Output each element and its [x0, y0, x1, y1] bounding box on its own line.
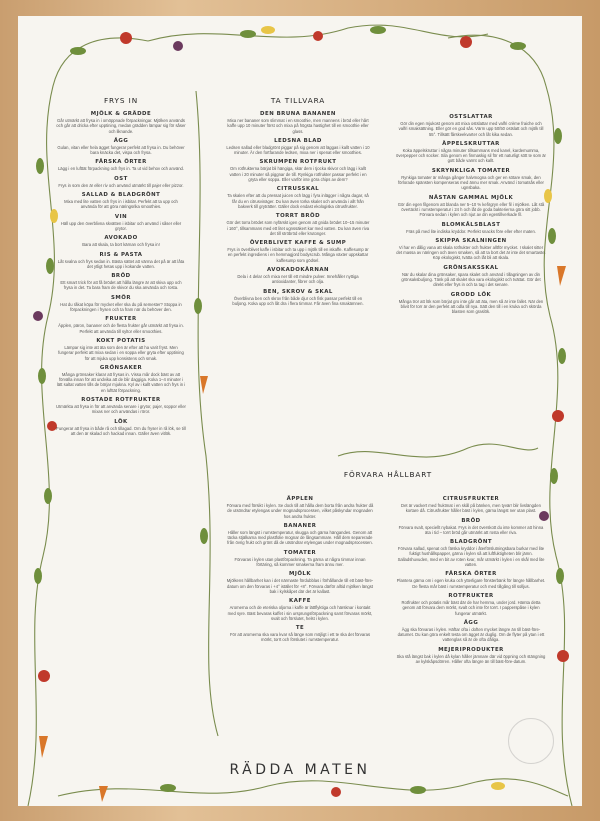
entry: [396, 292, 546, 315]
entry-heading: MJÖLK: [288, 571, 312, 578]
entry-heading: ÄPPLEN: [286, 496, 314, 502]
entry-text: För att aromerna ska vara kvar så länge som möjligt i ett te ska det förvaras mörkt, torrt och förslutet i rumstemperatur.: [229, 632, 371, 643]
entry-heading: LEDSNA BLAD: [274, 137, 322, 144]
entry-heading: AVOKADO: [104, 235, 138, 242]
entry: [396, 265, 546, 288]
entry-text: Överblivna ben och skrov från både djur och fisk passar perfekt till en buljong. Koka upp och låt dra i flera timmar. Får även fina smakämnen.: [232, 295, 364, 306]
entry-text: Gör din egen filgenom att blanda ner 5–10 % kefirgryn eller fil i mjölken. Låt stå övertäckt i rumstemperatur i 24 h och låt de goda bakterierna göra sitt jobb. Förvara sedan i kylen och njut av din egentillverkade fil.: [397, 201, 545, 218]
entry-text: Frys in som den är eller riv och använd utmärkt till pajer eller pizzor.: [58, 182, 184, 188]
entry-heading: CITRUSFRUKTER: [442, 496, 500, 502]
ta-tillvara-title: TA TILLVARA: [270, 96, 326, 105]
entry: [396, 238, 546, 261]
entry: [56, 111, 186, 134]
entry: [56, 159, 186, 171]
entry-heading: NÄSTAN GAMMAL MJÖLK: [428, 194, 514, 201]
entry: [396, 141, 546, 164]
entry-text: Utmärkta att frysa in för att använda senare i grytor, pajer, soppor eller mixas ner och användas i röror.: [56, 404, 186, 415]
entry-heading: BRÖD: [461, 517, 481, 524]
entry-heading: BLADGRÖNT: [449, 539, 493, 546]
entry-text: Fräs på med lite indiska kryddor. Perfekt snacks före eller efter maten.: [406, 228, 536, 234]
stamp-seal: [508, 718, 554, 764]
entry-heading: TOMATER: [283, 549, 317, 556]
entry: [226, 625, 374, 643]
entry-heading: ROTFRUKTER: [448, 592, 494, 599]
entry: [226, 159, 370, 182]
entry-text: Fungerar att frysa in både rå och tillagad. Om du fryser in rå lök, se till att den är skalad och hackad innan. Gäller även vitlök.: [56, 425, 186, 436]
entry-text: Många tror att lök som börjat gro inte går att äta, men så är inte fallet. När den blivit för torr är den perfekt att odla till nya. Sätt den till i en kruka och skörda blasten som graslök.: [398, 298, 544, 315]
entry: [56, 397, 186, 415]
entry: [226, 267, 370, 285]
entry: [226, 289, 370, 307]
frys-in-column: [56, 96, 186, 440]
entry: [56, 252, 186, 270]
forvara-hallbart-title: FÖRVARA HÅLLBART: [343, 470, 433, 479]
entry: [396, 647, 546, 665]
entry-text: Många grönsaker klarar att frysas in. Vissa mår dock bäst av att förvälla innan för att undvika att de blir daggiga. Koka 1–4 minuter i lätt saltat vatten tills de börjar mjukna. Kyl av i kallt vatten och frys in i en lufttät förpackning.: [56, 371, 186, 393]
entry-heading: SKRUMPEN ROTFRUKT: [259, 159, 337, 166]
entry: [226, 240, 370, 263]
entry-heading: OSTSLATTAR: [449, 114, 493, 120]
entry-heading: CITRUSSKAL: [276, 186, 320, 193]
entry-text: Förvara svalt, speciellt nybakat. Frys in det överskott du inte kommer att hinna äta i tid – torrt bröd går utmärkt att rosta eller riva.: [398, 524, 544, 535]
entry-heading: BLOMKÅLSBLAST: [441, 221, 501, 228]
entry: [226, 550, 374, 568]
entry-text: Frys in överblivet kaffe i isbitar och ta upp i mjölk till en iskaffe. Kaffesump är en perfekt ingrediens i en hemmagjord bodyscrub. Många växter uppskattar kaffesump som gödsel.: [227, 247, 369, 263]
entry-heading: FÄRSKA ÖRTER: [445, 571, 497, 578]
forvara-left-column: [226, 496, 374, 647]
entry-text: Håller som längst i rumstemperatur, skugga och gärna hängandes. Genom att täcka stjälkarna med plastfolie mognar de långsammare. Håll dem separerade från övrig frukt och grönt då de utsöndrar etylengas under mognadsprocessen.: [227, 529, 373, 546]
entry: [226, 523, 374, 546]
entry-text: Bara att skala, ta bort kärnan och frysa in!: [82, 242, 160, 248]
entry-text: Plantera gärna om i egen kruka och ytterligare fönsterbänk för längre hållbarhet. De flesta mår bäst i rumstemperatur och med tillgång till solljus.: [396, 578, 546, 589]
entry-text: Aromerna och de eteriska oljorna i kaffe är lättflyktiga och härsknar i kontakt med syre. Bäst bevaras kaffet i sin ursprungsförpackning samt förvaras mörkt, svalt och förslutet, helst i kylen.: [227, 605, 373, 621]
entry-heading: ÄGG: [113, 137, 129, 144]
entry-heading: GRÖNSAKER: [99, 364, 143, 371]
entry-text: Om rotfrukterna börjat bli hängiga, skär dem i tjocka skivor och lägg i kallt vatten i 20 minuter så piggnar de till. Rynkiga rotfrukter passar perfekt i en gryta eller soppa. Eller varför inte göra chips av dem?: [229, 166, 367, 183]
entry: [56, 192, 186, 210]
forvara-right-column: [396, 496, 546, 668]
entry: [56, 295, 186, 313]
entry-text: Ett smart trick för att få brödet att hålla längre är att skiva upp och frysa in det. Ta bara fram de skivor du ska använda och rosta.: [60, 280, 182, 291]
entry: [56, 316, 186, 334]
entry-text: Vi har en dålig vana att skala rotfrukter och frukter alltför mycket. I skalet sitter det massa av näringen och även smaken, så att ta bort det är inte det smartaste. Köp ekologiskt, tvätta och låt bli att skala.: [396, 244, 546, 261]
entry-heading: BANANER: [283, 522, 317, 529]
entry-text: Mjölkens hållbarhet kan i det närmaste fördubblas i förhållande till ett bäst-före-datum om den förvaras i +4° istället för +8°. Förvara därför alltid mjölken längst bak i kylskåpet där det är kallast.: [226, 578, 374, 594]
entry-text: Ledsen sallad eller bladgrönt piggar på sig genom att läggas i kallt vatten i 10 minuter. Är den fortfarande ledsen, mixa ner i spenat eller smoothies.: [226, 144, 370, 156]
entry: [56, 273, 186, 291]
entry-heading: LÖK: [114, 418, 128, 425]
entry-text: Mixa med lite vatten och frys in i isbitar. Perfekt att ta upp och använda för att göra näringsrika smoothies.: [64, 199, 178, 210]
entry-text: Dela i 4 delar och mixa ner till ett mindre pulver. Innehåller nyttiga antioxidanter, fibrer och olja.: [237, 274, 359, 285]
entry-text: Ska stå längst bak i kylen då kylan håller jämnare där vid öppning och stängning av kylskåpsdörren. Håller ofta längre än till bäst-före-datum.: [396, 653, 546, 665]
entry: [56, 338, 186, 361]
entry-text: Låt svalna och frys sedan in. Bästa sättet att värma det på är att låta det ytligt hetas upp i kokande vatten.: [57, 258, 185, 269]
entry-text: Lämpar sig inte att äta som den är efter att ha varit fryst. Men fungerar perfekt att mixa sedan i en soppa eller gryta efter upptining för att mjuka upp konsistens och smak.: [58, 344, 184, 361]
entry: [396, 571, 546, 589]
entry-heading: KAFFE: [289, 598, 311, 605]
entry: [56, 235, 186, 247]
entry-heading: SALLAD & BLADGRÖNT: [81, 192, 161, 199]
entry-heading: BEN, SKROV & SKAL: [263, 288, 333, 295]
entry-text: Går utmärkt att frysa in i omöppnade förpackningar. Mjölken används och går att dricka efter upptining, medan grädden lämpar sig för såser och liknande.: [56, 118, 186, 134]
entry-heading: SMÖR: [111, 294, 131, 301]
entry-text: Det är vackert med fruktmat i en skål på bänken, men tyvärr blir livslängden kortare då. Citrusfrukter håller bäst i kylen, gärna längst ner utan plast.: [401, 503, 541, 514]
frys-in-title: FRYS IN: [103, 96, 139, 105]
entry-text: Hat du råkat köpa för mycket eller ska du på semester? Stoppa in förpackningen i frysen och ta fram när du behöver den.: [60, 301, 182, 313]
entry: [396, 222, 546, 234]
entry-text: Koka äppelskruttar i några minuter tillsammans med kanel, kardemumma, överpepper och socker. Sila genom en finmaskig sil för ett naturligt sött te som är gott både varmt och kallt.: [396, 147, 546, 164]
entry-heading: KOKT POTATIS: [96, 337, 146, 344]
poster-title: RÄDDA MATEN: [229, 762, 371, 778]
ta-tillvara-right-column: [396, 114, 546, 319]
entry-text: Mixa ner bananer som slimmat i en smoothie, men mannens i bröd eller hårt kaffe upp 10 minuter först och mixa på högsta hastighet till en smoothie eller glass.: [227, 118, 369, 134]
entry-heading: AVOKADOKÄRNAN: [266, 267, 330, 274]
entry-text: Förvara sallad, spenat och färska kryddor i återförslutningsbara burkar med lite fuktigt hushållspapper, gärna i kylen så att luftfuktigheten blir jämn. Salladshuvuden, med en bit av roten kvar, mår utmärkt i kylen i en skål med lite vatten.: [397, 546, 545, 568]
entry-text: Förvara med försikt i kylen. Se dock till att hålla dem borta från andra frukter då de utsöndrar etylengas under mognadsprocessen, vilket påskyndar mognaden hos andra frukter.: [226, 503, 374, 519]
entry-text: Gör din egen mjukost genom att mixa ostslattar med valfri crème fraiche och valfri smaksättning. Eller gör en god sås. Värm upp 50/50 ostslatt och mjölk till 55°. Tillsätt fårskeekvarter och låt kika sedan.: [398, 121, 544, 137]
entry-heading: SKIPPA SKALNINGEN: [435, 237, 507, 244]
entry-heading: FRUKTER: [105, 316, 137, 323]
entry-heading: MJÖLK & GRÄDDE: [90, 111, 152, 117]
entry-heading: TE: [295, 625, 305, 632]
entry: [396, 114, 546, 137]
entry-text: Gulan, vitan eller hela ägget fungerar perfekt att frysa in. Du behöver bara knäcka det, vispa och frysa.: [57, 144, 185, 156]
entry: [396, 168, 546, 191]
entry: [396, 496, 546, 514]
entry: [226, 496, 374, 519]
entry: [226, 598, 374, 621]
entry-heading: DEN BRUNA BANANEN: [260, 111, 336, 117]
entry-text: Förvaras i kylen utan plastförpackning. Ta gärna ut några timmar innan förtäring, så kommer smakerna fram ännu mer.: [234, 556, 366, 568]
entry-text: Gör det torra brödet som nyfärskt igen genom att gnida brödet 10–15 minuter i 160°, tillsammans med ett litet ugnssäkert kar med vatten. Du kan även riva det till ströbröd eller krutonger.: [226, 220, 370, 236]
entry-text: Ta skalen efter att du pressat juicen och lägg i fyra inlägger i några dagar, så får du en citrusvinäger. Du kan även torka skalet och använda i allt från bakverk till gryträtter. Gäller dock endast ekologiska citrusfrukter.: [227, 193, 369, 209]
entry-heading: MEJERIPRODUKTER: [438, 646, 504, 653]
entry-text: Häll upp den överblivna skvätten i isbitar och använd i såser eller grytor.: [60, 220, 182, 231]
entry: [226, 186, 370, 209]
forvara-hallbart-section: [228, 470, 548, 485]
entry-text: Ägg ska förvaras i kylen. Häftar ofta i doften mycket längre än till bäst-före-datumet. Du kan göra enkelt testa om ägget är duglig. Om de flyter på ytan i ett vattenglas så är de ofta dåliga.: [397, 626, 545, 643]
entry: [396, 518, 546, 536]
entry-heading: RIS & PASTA: [99, 251, 143, 258]
entry: [396, 195, 546, 218]
entry-heading: FÄRSKA ÖRTER: [95, 159, 147, 166]
entry: [56, 138, 186, 156]
entry-heading: OST: [114, 175, 128, 182]
entry: [396, 620, 546, 643]
entry: [396, 539, 546, 567]
entry: [56, 419, 186, 437]
entry-heading: VIN: [114, 213, 128, 220]
entry-text: Rotfrukter och potatis mår bäst där de har hemma, under jord. Hämta detta genom att förvara dem mörkt, svalt och inte för torrt. I papperspåse i kylen fungerar utmärkt.: [401, 599, 541, 616]
entry: [226, 138, 370, 156]
entry-heading: BRÖD: [111, 273, 131, 280]
entry: [226, 213, 370, 236]
entry: [226, 111, 370, 134]
entry-heading: GRODD LÖK: [450, 291, 492, 298]
entry-heading: ÄPPELSKRUTTAR: [442, 140, 500, 147]
entry-heading: TORRT BRÖD: [275, 213, 321, 220]
entry: [396, 593, 546, 616]
entry: [56, 214, 186, 232]
entry-text: Äpplen, päron, bananer och de flesta frukter går utmärkt att frysa in. Perfekt att använda till syltor eller smoothies.: [58, 323, 184, 334]
entry-heading: ROSTADE ROTFRUKTER: [81, 397, 161, 404]
entry-text: Rynkiga tomater är många gånger halvmogna och ger en sötare smak, den förlorade spänsten kompenseras med ännu mer smak. Använd i tomatsås eller ugnsbaka.: [398, 174, 544, 191]
entry-heading: ÄGG: [463, 619, 479, 626]
entry-heading: SKRYNKLIGA TOMATER: [431, 167, 511, 174]
entry: [56, 365, 186, 393]
poster: [18, 16, 582, 806]
entry-text: Lägg i en lufttät förpackning och frys in. Ta ut vid behov och använd.: [57, 166, 185, 172]
entry-heading: ÖVERBLIVET KAFFE & SUMP: [249, 240, 347, 247]
entry-heading: GRÖNSAKSSKAL: [443, 264, 499, 271]
entry: [226, 571, 374, 594]
ta-tillvara-column: [226, 96, 370, 310]
entry-text: När du skalar dina grönsaker, spara skalet och använd i tillagningen av din grönsaksbuljong. Tänk på att skalet ska vara ekologiskt och tvättat. Gör det direkt eller frys in och ta tag i det senare.: [401, 271, 541, 288]
entry: [56, 176, 186, 188]
